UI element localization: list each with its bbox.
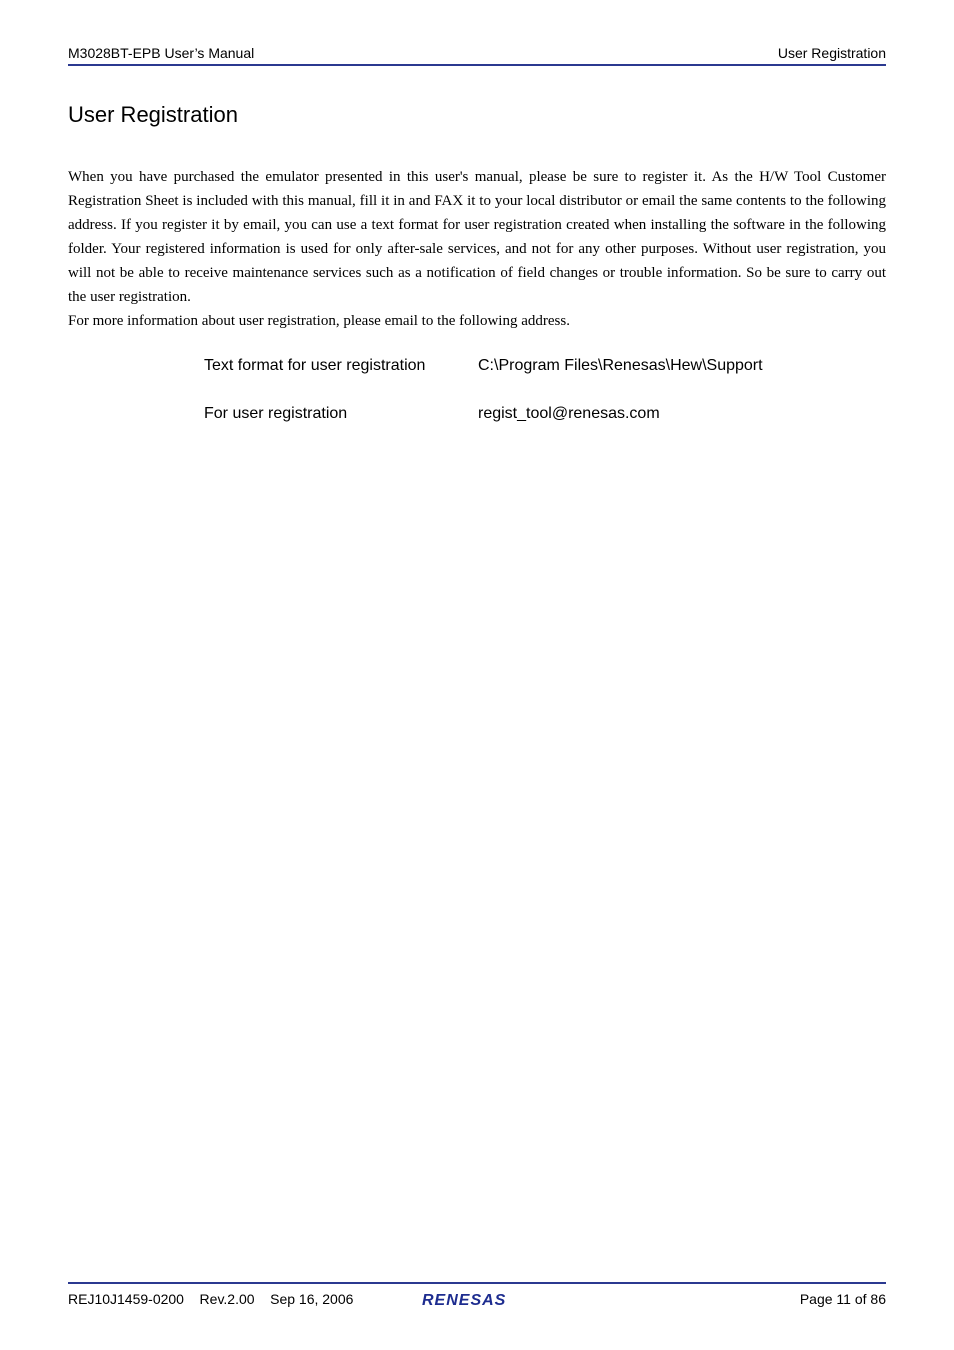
page-header xyxy=(68,44,886,64)
revision: Rev.2.00 xyxy=(199,1291,255,1307)
renesas-logo-text: RENESAS xyxy=(422,1292,507,1308)
registration-email-link[interactable]: regist_tool@renesas.com xyxy=(478,405,660,422)
section-title: User Registration xyxy=(68,102,238,127)
more-info-paragraph: For more information about user registration, please email to the following address. xyxy=(68,313,570,329)
header-rule xyxy=(68,64,886,66)
document-info xyxy=(68,1291,353,1307)
renesas-logo-icon xyxy=(420,1290,534,1308)
info-label-email: For user registration xyxy=(204,405,348,422)
support-folder-path: C:\Program Files\Renesas\Hew\Support xyxy=(478,357,763,374)
chapter-title: User Registration xyxy=(777,45,886,61)
date: Sep 16, 2006 xyxy=(270,1291,354,1307)
manual-title: M3028BT-EPB User’s Manual xyxy=(68,45,255,61)
footer-rule xyxy=(68,1282,886,1284)
info-label-text-format: Text format for user registration xyxy=(204,357,426,374)
page-number: Page 11 of 86 xyxy=(799,1291,886,1307)
registration-paragraph: When you have purchased the emulator presented in this user's manual, please be sure to register it. As the H/W Tool Customer Registration Sheet is included with this manual, fill it in and FAX it to your local distributor or email the same contents to the following address. If you register it by email, you can use a text format for user registration created when installing the software in the following folder. Your registered information is used for only after-sale services, and not for any other purposes. Without user registration, you will not be able to receive maintenance services such as a notification of field changes or trouble information. So be sure to carry out the user registration. xyxy=(68,169,886,305)
doc-number: REJ10J1459-0200 xyxy=(68,1291,184,1307)
